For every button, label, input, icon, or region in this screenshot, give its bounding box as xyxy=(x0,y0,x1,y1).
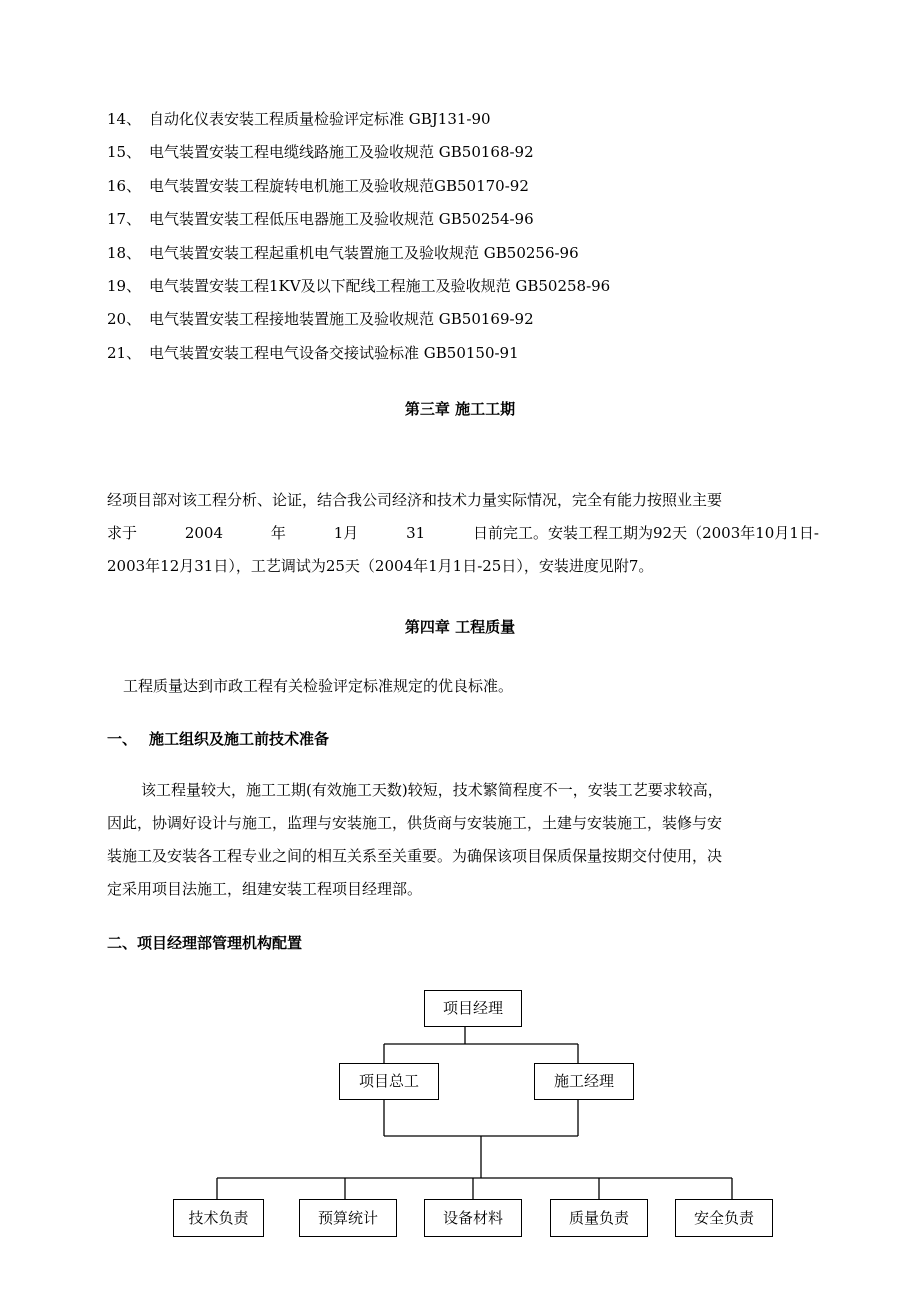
chapter4-text: 工程质量达到市政工程有关检验评定标准规定的优良标准。 xyxy=(123,677,514,695)
org-box-chief-engineer: 项目总工 xyxy=(339,1063,439,1100)
standard-item: 14、 自动化仪表安装工程质量检验评定标准 GBJ131-90 xyxy=(107,110,491,128)
org-box-quality: 质量负责 xyxy=(550,1199,648,1237)
chapter3-line1: 经项目部对该工程分析、论证，结合我公司经济和技术力量实际情况，完全有能力按照业主要 xyxy=(107,491,723,509)
standard-item: 18、 电气装置安装工程起重机电气装置施工及验收规范 GB50256-96 xyxy=(107,243,579,262)
org-box-construction-manager: 施工经理 xyxy=(534,1063,634,1100)
section1-line: 定采用项目法施工，组建安装工程项目经理部。 xyxy=(107,880,423,898)
org-box-equipment: 设备材料 xyxy=(424,1199,522,1237)
standard-item: 21、 电气装置安装工程电气设备交接试验标准 GB50150-91 xyxy=(107,343,519,362)
standard-item: 20、 电气装置安装工程接地装置施工及验收规范 GB50169-92 xyxy=(107,310,534,329)
section1-line: 该工程量较大，施工工期(有效施工天数)较短，技术繁简程度不一，安装工艺要求较高， xyxy=(141,781,723,799)
section2-heading: 二、项目经理部管理机构配置 xyxy=(107,934,303,952)
chapter3-line3: 2003年12月31日），工艺调试为25天（2004年1月1日-25日），安装进度见附7。 xyxy=(107,557,654,575)
chapter4-title: 第四章 工程质量 xyxy=(404,618,516,636)
section1-line: 因此，协调好设计与施工，监理与安装施工，供货商与安装施工，土建与安装施工，装修与安 xyxy=(107,814,723,832)
standard-item: 15、 电气装置安装工程电缆线路施工及验收规范 GB50168-92 xyxy=(107,143,534,162)
org-box-budget: 预算统计 xyxy=(299,1199,397,1237)
section1-heading: 一、 施工组织及施工前技术准备 xyxy=(107,730,330,748)
org-box-safety: 安全负责 xyxy=(675,1199,773,1237)
standard-item: 17、 电气装置安装工程低压电器施工及验收规范 GB50254-96 xyxy=(107,210,534,229)
org-box-technical: 技术负责 xyxy=(173,1199,264,1237)
org-box-project-manager: 项目经理 xyxy=(424,990,522,1027)
standard-item: 19、 电气装置安装工程1KV及以下配线工程施工及验收规范 GB50258-96 xyxy=(107,276,611,295)
chapter3-line2: 求于 2004 年 1月 31 日前完工。安装工程工期为92天（2003年10月1日- xyxy=(107,524,819,542)
standard-item: 16、 电气装置安装工程旋转电机施工及验收规范GB50170-92 xyxy=(107,176,529,195)
section1-line: 装施工及安装各工程专业之间的相互关系至关重要。为确保该项目保质保量按期交付使用，决 xyxy=(107,847,723,865)
chapter3-title: 第三章 施工工期 xyxy=(404,400,516,418)
